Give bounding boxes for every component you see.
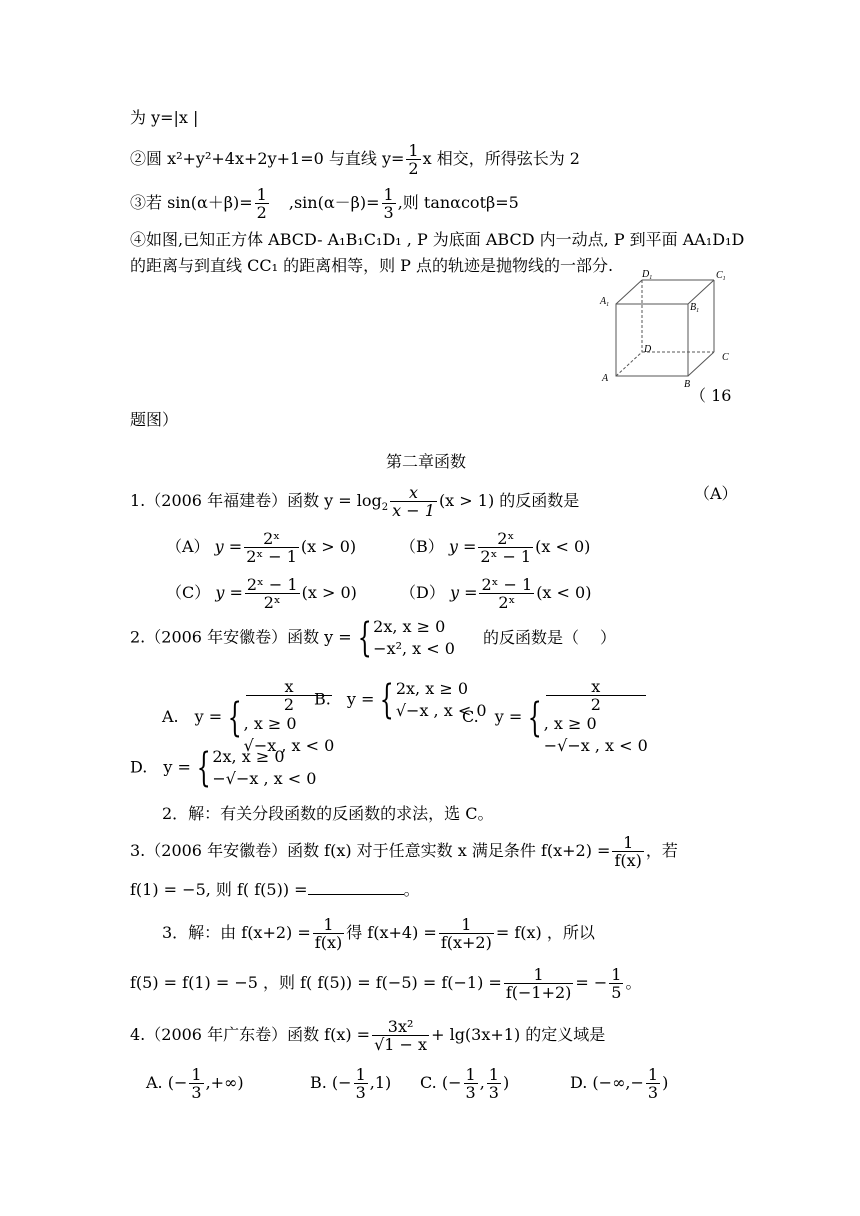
chapter-title: 第二章函数 — [386, 452, 467, 471]
label-A1: $A_1$ — [600, 296, 610, 308]
q3-line-2: f(1) = −5, 则 f( f(5)) = 。 — [130, 880, 420, 899]
q3-solution-line-2: f(5) = f(1) = −5 ，则 f( f(5)) = f(−5) = f(−1) = $\frac{1}{f(-1+2)}$ = − $\frac{1}{5}$ 。 — [130, 965, 642, 1002]
q2-option-c: C. y = { x 2 , x ≥ 0 −√−x , x < 0 — [462, 677, 648, 755]
label-D: D — [644, 344, 652, 355]
continuation-line: 为 y=|x | — [130, 108, 199, 127]
q1-stem: 1.（2006 年福建卷）函数 $y = \log_2$ $\frac{x}{x - 1}$ (x > 1) 的反函数是 — [130, 483, 580, 520]
q3-solution-line-1: 3．解：由 f(x+2) = $\frac{1}{f(x)}$ 得 f(x+4) = $\frac{1}{f(x+2)}$ = f(x) ，所以 — [162, 915, 595, 952]
item-3: ③若 sin(α＋β)= $\frac{1}{2}$ ,sin(α－β)= $\frac{1}{3}$ ,则 tanαcotβ=5 — [130, 185, 519, 222]
label-B: B — [684, 379, 691, 390]
q2-stem: 2.（2006 年安徽卷）函数 y = { 2x, x ≥ 0 −x², x < 0 的反函数是（ ） — [130, 615, 617, 661]
q4-option-c: C. (− $\frac{1}{3}$ , $\frac{1}{3}$ ) — [420, 1065, 510, 1102]
q4-stem: 4.（2006 年广东卷）函数 f(x) = $\frac{\text{3x²}}{√1 - x}$ + lg(3x+1) 的定义域是 — [130, 1017, 606, 1054]
q2-option-d: D. y = { 2x, x ≥ 0 −√−x , x < 0 — [130, 745, 317, 791]
q1-option-a: （A） y = $\frac{\text{2ˣ}}{\text{2ˣ − 1}}$ (x > 0) — [166, 529, 357, 566]
label-B1: $B_1$ — [690, 302, 700, 314]
q1-option-b: （B） y = $\frac{\text{2ˣ}}{\text{2ˣ − 1}}$ (x < 0) — [400, 529, 591, 566]
q3-stem: 3.（2006 年安徽卷）函数 f(x) 对于任意实数 x 满足条件 f(x+2) = $\frac{1}{f(x)}$ ，若 — [130, 833, 678, 870]
item-4-line-1: ④如图,已知正方体 ABCD- A₁B₁C₁D₁ , P 为底面 ABCD 内一动点, P 到平面 AA₁D₁D — [130, 230, 745, 249]
figure-caption-b: 题图） — [130, 410, 179, 429]
item-2: ②圆 x²+y²+4x+2y+1=0 与直线 y= $\frac{1}{2}$ x 相交，所得弦长为 2 — [130, 141, 580, 178]
answer-blank[interactable] — [308, 880, 404, 895]
q2-option-b: B. y = { 2x, x ≥ 0 √−x , x < 0 — [314, 677, 487, 723]
q4-option-b: B. (− $\frac{1}{3}$ ,1) — [310, 1065, 392, 1102]
q2-solution: 2．解：有关分段函数的反函数的求法，选 C。 — [162, 804, 494, 823]
label-A: A — [602, 373, 609, 384]
q2-option-a: A. y = { x 2 , x ≥ 0 √−x , x < 0 — [162, 677, 335, 755]
label-C: C — [722, 352, 729, 363]
label-C1: $C_1$ — [716, 270, 726, 282]
cube-figure — [596, 264, 742, 390]
q1-option-d: （D） y = $\frac{\text{2ˣ − 1}}{\text{2ˣ}}$ (x < 0) — [400, 575, 592, 612]
q1-answer: （A） — [694, 484, 738, 503]
figure-caption-a: （ 16 — [690, 386, 732, 405]
q4-option-d: D. (−∞,− $\frac{1}{3}$ ) — [570, 1065, 669, 1102]
q4-option-a: A. (− $\frac{1}{3}$ ,+∞) — [146, 1065, 244, 1102]
label-D1: $D_1$ — [642, 269, 653, 281]
q1-option-c: （C） y = $\frac{\text{2ˣ − 1}}{\text{2ˣ}}$ (x > 0) — [166, 575, 357, 612]
item-4-line-2: 的距离与到直线 CC₁ 的距离相等，则 P 点的轨迹是抛物线的一部分. — [130, 256, 614, 275]
